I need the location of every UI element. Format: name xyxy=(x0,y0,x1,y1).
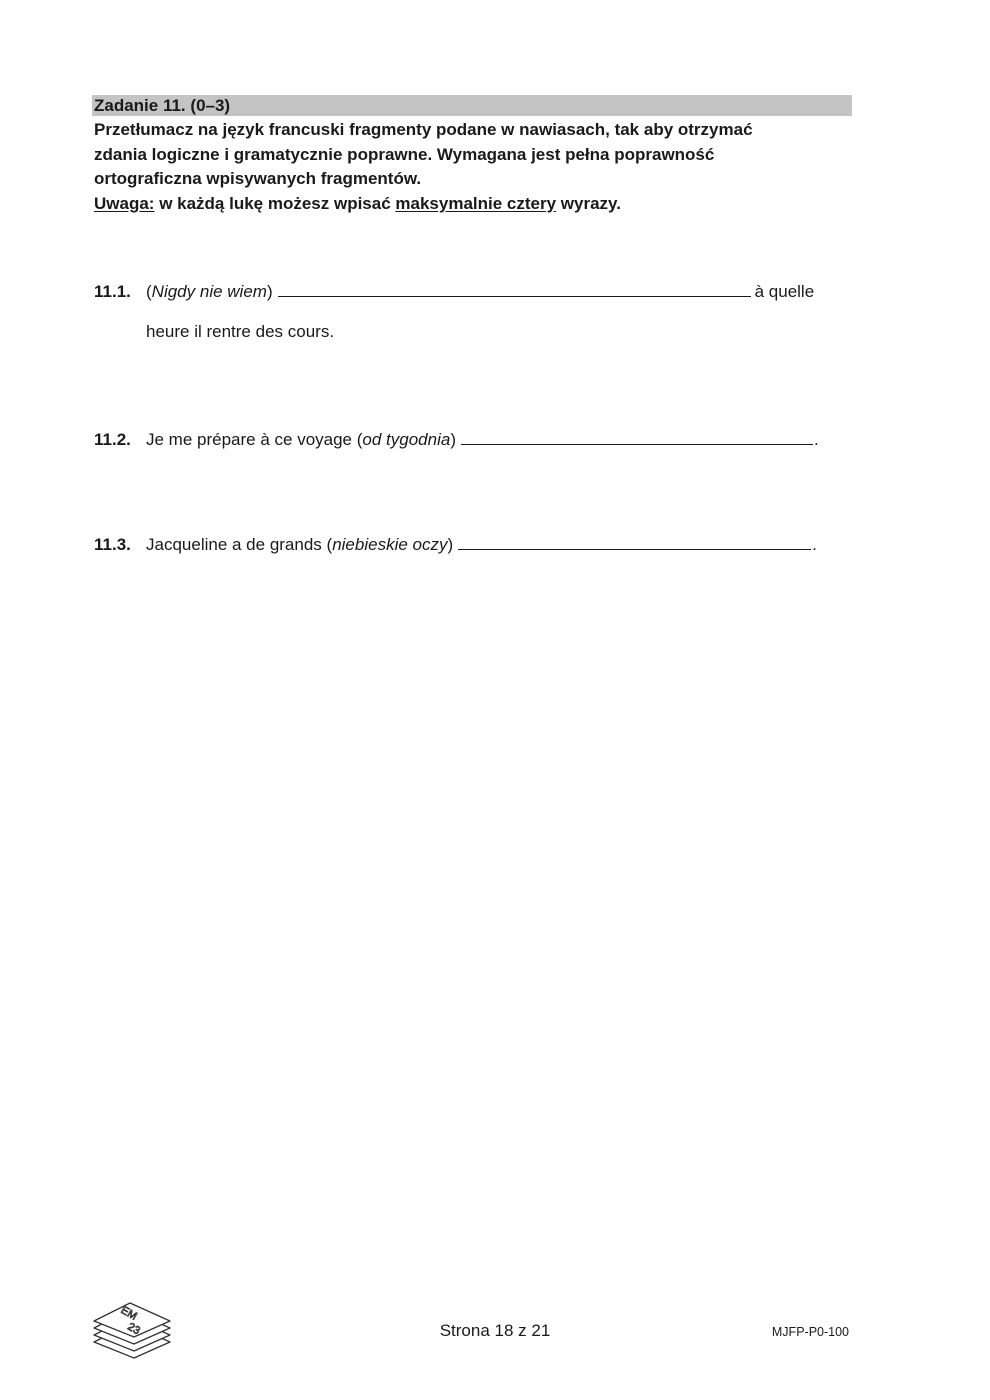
note-text-2: wyrazy. xyxy=(556,193,621,213)
page-number: Strona 18 z 21 xyxy=(439,1321,551,1340)
item-after: à quelle xyxy=(754,282,815,301)
item-after: . xyxy=(812,535,817,554)
item-paren-close: ) xyxy=(447,535,454,554)
item-11-3 xyxy=(94,531,817,557)
item-paren-close: ) xyxy=(450,430,456,449)
exam-code: MJFP-P0-100 xyxy=(771,1325,849,1339)
answer-blank-11-2[interactable] xyxy=(461,426,813,445)
task-instructions xyxy=(94,118,854,216)
note-label: Uwaga: xyxy=(94,193,155,213)
item-before: Je me prépare à ce voyage xyxy=(146,430,357,449)
item-paren-open: ( xyxy=(326,535,333,554)
item-paren-open: ( xyxy=(146,282,152,301)
instruction-line-1: Przetłumacz na język francuski fragmenty podane w nawiasach, tak aby otrzymać xyxy=(94,120,753,139)
task-header xyxy=(92,95,852,116)
logo-text-top: EM xyxy=(118,1304,139,1323)
item-hint: od tygodnia xyxy=(362,430,451,449)
item-11-2 xyxy=(94,426,819,452)
answer-blank-11-3[interactable] xyxy=(458,531,811,550)
task-title: Zadanie 11. xyxy=(94,96,186,115)
note-text-1: w każdą lukę możesz wpisać xyxy=(154,193,396,213)
logo-text-bottom: 23 xyxy=(125,1320,143,1338)
item-paren-close: ) xyxy=(266,282,273,301)
item-11-1 xyxy=(94,278,814,304)
note-emphasis: maksymalnie cztery xyxy=(395,193,557,213)
item-11-1-continuation: heure il rentre des cours. xyxy=(146,322,335,341)
item-number: 11.3. xyxy=(94,535,131,554)
item-hint: niebieskie oczy xyxy=(332,535,448,554)
task-points: (0–3) xyxy=(190,96,231,115)
item-before: Jacqueline a de grands xyxy=(146,535,327,554)
item-number: 11.2. xyxy=(94,430,131,449)
instruction-line-2: zdania logiczne i gramatycznie poprawne. Wymagana jest pełna poprawność xyxy=(94,144,715,164)
item-after: . xyxy=(813,430,819,449)
answer-blank-11-1[interactable] xyxy=(278,278,751,297)
instruction-note xyxy=(94,192,854,217)
instruction-line-3: ortograficzna wpisywanych fragmentów. xyxy=(94,169,422,188)
item-paren-open: ( xyxy=(356,430,363,449)
item-number: 11.1. xyxy=(94,282,131,301)
item-hint: Nigdy nie wiem xyxy=(151,282,267,301)
